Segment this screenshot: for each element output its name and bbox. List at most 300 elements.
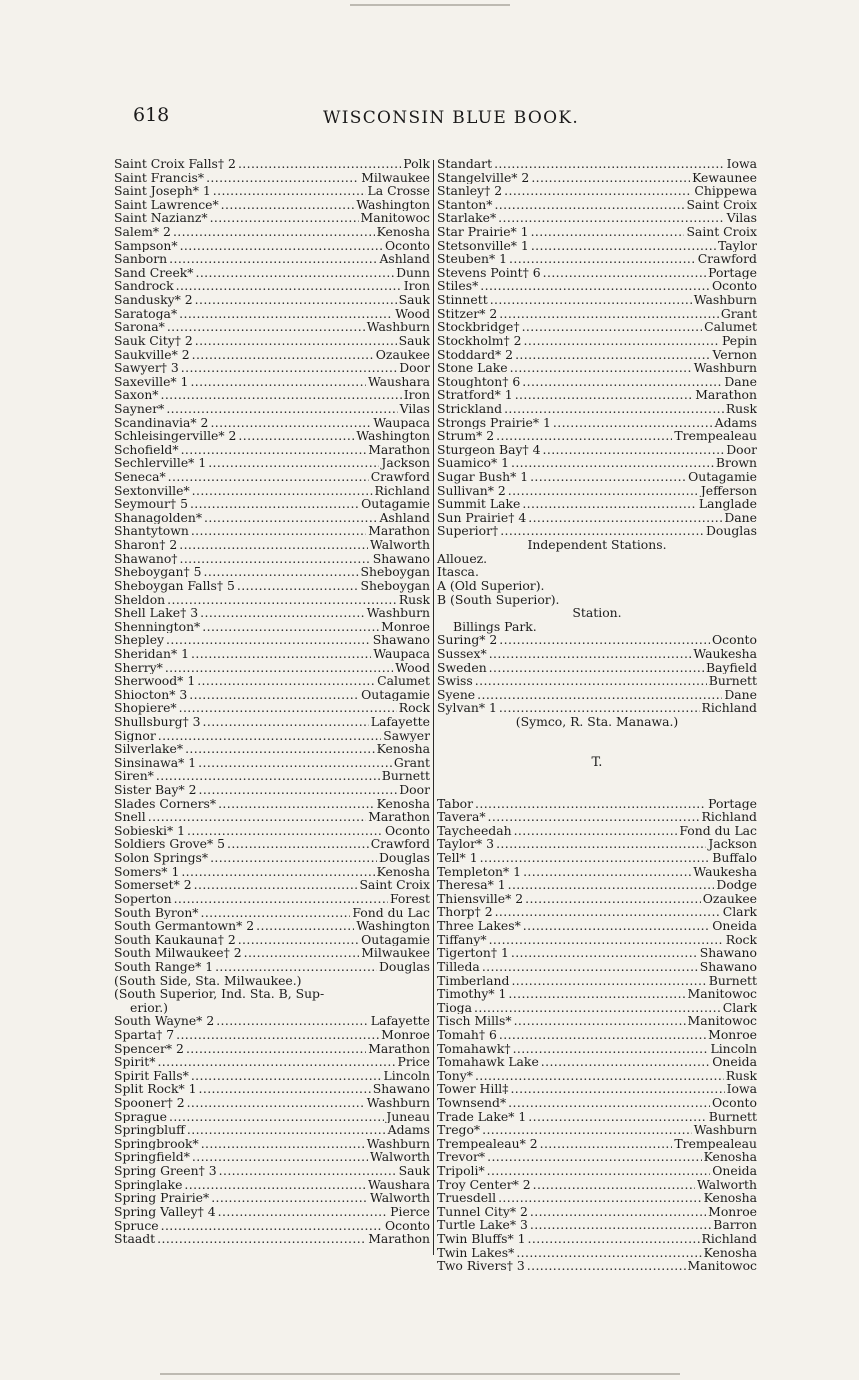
county-name: Washington — [356, 197, 430, 212]
place-entry — [437, 266, 757, 280]
place-name: Tiffany* — [437, 932, 487, 947]
county-name: Manitowoc — [687, 1014, 757, 1028]
note-line: (South Superior, Ind. Sta. B, Sup- — [114, 986, 325, 1002]
place-name: Snell — [114, 810, 146, 824]
place-entry — [114, 279, 430, 293]
dot-leader — [186, 1042, 366, 1056]
place-name: Sandusky* 2 — [114, 293, 193, 307]
county-name: Washburn — [366, 320, 430, 334]
place-entry — [114, 1096, 430, 1110]
dot-leader — [187, 1123, 386, 1137]
county-name: Shawano — [372, 551, 430, 566]
place-name: Sobieski* 1 — [114, 823, 186, 838]
place-entry — [437, 1042, 757, 1056]
place-entry — [114, 1150, 430, 1164]
place-name: Sun Prairie† 4 — [437, 510, 527, 525]
place-name: South Byron* — [114, 905, 199, 920]
dot-leader — [197, 674, 375, 688]
dot-leader — [167, 593, 397, 607]
place-entry — [437, 647, 757, 661]
county-name: Rusk — [398, 592, 430, 607]
place-entry — [114, 293, 430, 307]
county-name: Rusk — [725, 1068, 757, 1083]
place-entry — [114, 620, 430, 634]
place-entry — [437, 388, 757, 402]
dot-leader — [528, 1110, 706, 1124]
dot-leader — [514, 824, 678, 838]
place-entry — [114, 701, 430, 715]
county-name: Monroe — [381, 619, 430, 634]
dot-leader — [474, 1001, 721, 1015]
place-entry — [114, 198, 430, 212]
county-name: Shawano — [699, 946, 757, 960]
place-name: Stangelville* 2 — [437, 170, 530, 185]
dot-leader — [201, 1137, 365, 1151]
county-name: Sauk — [398, 333, 430, 348]
county-name: Iron — [403, 279, 430, 294]
county-name: Vilas — [399, 401, 430, 416]
dot-leader — [488, 810, 700, 824]
scan-artifact-top — [350, 4, 510, 6]
place-entry — [437, 1218, 757, 1232]
place-entry — [114, 647, 430, 661]
place-name: Starlake* — [437, 211, 497, 226]
dot-leader — [509, 252, 696, 266]
dot-leader — [157, 1232, 366, 1246]
place-entry — [114, 1164, 430, 1178]
county-name: Richland — [701, 1232, 757, 1246]
county-name: Price — [397, 1055, 430, 1069]
place-entry — [114, 402, 430, 416]
place-name: Sharon† 2 — [114, 538, 178, 552]
place-name: Springbluff — [114, 1123, 185, 1137]
dot-leader — [181, 361, 397, 375]
place-entry — [437, 837, 757, 851]
place-entry — [437, 1150, 757, 1164]
place-entry — [114, 1042, 430, 1056]
place-entry — [437, 484, 757, 498]
dot-leader — [499, 701, 700, 715]
place-entry — [114, 1069, 430, 1083]
place-entry — [437, 456, 757, 470]
county-name: Outagamie — [361, 687, 430, 702]
dot-leader — [201, 906, 351, 920]
place-name: Timberland — [437, 973, 510, 988]
county-name: Burnett — [708, 973, 757, 988]
place-name: Steuben* 1 — [437, 252, 508, 266]
county-name: Washington — [356, 429, 430, 443]
place-name: Trade Lake* 1 — [437, 1109, 527, 1124]
place-entry — [437, 1259, 757, 1273]
place-name: Tioga — [437, 1000, 473, 1015]
county-name: Burnett — [708, 674, 757, 688]
county-name: Oconto — [385, 238, 430, 253]
place-name: Stetsonville* 1 — [437, 238, 529, 253]
dot-leader — [199, 783, 398, 797]
place-name: Swiss — [437, 674, 473, 688]
county-name: Richland — [701, 701, 757, 715]
county-name: Jackson — [381, 456, 430, 471]
dot-leader — [498, 211, 724, 225]
place-name: Stanley† 2 — [437, 184, 503, 198]
county-name: Lafayette — [370, 1014, 430, 1028]
place-entry — [114, 1110, 430, 1124]
place-name: Tisch Mills* — [437, 1014, 512, 1028]
county-name: Rock — [398, 701, 430, 715]
dot-leader — [238, 429, 354, 443]
county-name: Milwaukee — [361, 946, 430, 960]
place-entry — [114, 674, 430, 688]
place-name: Star Prairie* 1 — [437, 225, 529, 239]
dot-leader — [192, 348, 374, 362]
place-entry — [437, 1123, 757, 1137]
place-name: Sextonville* — [114, 483, 190, 498]
place-entry — [114, 633, 430, 647]
county-name: Trempealeau — [674, 1136, 757, 1151]
place-name: Springfield* — [114, 1150, 190, 1165]
place-entry — [437, 919, 757, 933]
place-name: Templeton* 1 — [437, 864, 522, 879]
place-name: Saint Lawrence* — [114, 197, 219, 212]
place-name: Spring Prairie* — [114, 1191, 210, 1205]
county-name: Sauk — [398, 293, 430, 307]
place-name: Standart — [437, 157, 493, 171]
place-entry — [437, 810, 757, 824]
county-name: Dodge — [716, 878, 757, 892]
place-entry — [437, 443, 757, 457]
place-name: Suring* 2 — [437, 633, 498, 647]
place-entry — [114, 348, 430, 362]
county-name: Walworth — [370, 538, 430, 552]
place-name: Shawano† — [114, 551, 178, 566]
county-name: Sheboygan — [360, 578, 430, 593]
place-name: Sauk City† 2 — [114, 333, 193, 348]
county-name: Pierce — [390, 1204, 430, 1219]
place-name: Shennington* — [114, 619, 201, 634]
dot-leader — [494, 198, 684, 212]
place-entry — [114, 211, 430, 225]
dot-leader — [510, 1082, 724, 1096]
place-name: Saratoga* — [114, 306, 178, 321]
place-name: Springbrook* — [114, 1136, 199, 1151]
dot-leader — [495, 905, 721, 919]
county-name: Portage — [708, 265, 757, 280]
county-name: Ozaukee — [375, 347, 430, 362]
place-name: Twin Lakes* — [437, 1245, 515, 1260]
place-entry — [114, 810, 430, 824]
place-name: Somerset* 2 — [114, 878, 192, 892]
place-name: Siren* — [114, 769, 154, 784]
place-entry — [114, 824, 430, 838]
left-column — [114, 157, 430, 1246]
county-name: Waukesha — [693, 646, 757, 661]
dot-leader — [531, 171, 690, 185]
place-name: Stoddard* 2 — [437, 347, 514, 362]
place-entry — [437, 974, 757, 988]
place-name: Sprague — [114, 1109, 167, 1124]
dot-leader — [211, 1191, 368, 1205]
dot-leader — [173, 225, 375, 239]
dot-leader — [206, 171, 359, 185]
place-entry — [114, 933, 430, 947]
dot-leader — [523, 919, 710, 933]
place-entry — [114, 565, 430, 579]
place-entry — [437, 701, 757, 715]
place-name: Sheboygan Falls† 5 — [114, 578, 235, 593]
place-entry — [114, 1055, 430, 1069]
dot-leader — [194, 878, 358, 892]
place-entry — [437, 946, 757, 960]
dot-leader — [499, 633, 710, 647]
dot-leader — [196, 266, 395, 280]
place-entry — [114, 797, 430, 811]
place-entry — [114, 1178, 430, 1192]
place-name: Shiocton* 3 — [114, 687, 188, 702]
place-name: Sand Creek* — [114, 265, 194, 280]
place-entry — [114, 361, 430, 375]
county-name: Saint Croix — [359, 878, 430, 892]
county-name: Polk — [403, 157, 430, 171]
dot-leader — [204, 511, 377, 525]
dot-leader — [195, 293, 397, 307]
dot-leader — [475, 797, 706, 811]
dot-leader — [524, 334, 720, 348]
dot-leader — [475, 1069, 724, 1083]
note-line: Billings Park. — [453, 618, 537, 634]
county-name: Washburn — [693, 361, 757, 375]
dot-leader — [528, 1232, 700, 1246]
county-name: Washburn — [366, 606, 430, 620]
place-name: Stevens Point† 6 — [437, 265, 541, 280]
place-entry — [437, 1164, 757, 1178]
place-entry — [437, 1028, 757, 1042]
place-entry — [114, 307, 430, 321]
county-name: Ashland — [379, 510, 430, 525]
sub-heading: Station. — [572, 605, 622, 621]
place-name: Slades Corners* — [114, 796, 217, 811]
dot-leader — [204, 565, 359, 579]
dot-leader — [174, 892, 388, 906]
dot-leader — [496, 429, 672, 443]
dot-leader — [528, 511, 722, 525]
place-name: Seymour† 5 — [114, 497, 188, 511]
dot-leader — [208, 456, 379, 470]
place-name: Solon Springs* — [114, 851, 209, 865]
place-name: Superior† — [437, 524, 499, 539]
place-name: Spring Green† 3 — [114, 1164, 217, 1178]
place-name: Sanborn — [114, 252, 168, 266]
note-line: B (South Superior). — [437, 591, 560, 607]
place-name: Stockbridge† — [437, 320, 520, 334]
place-name: Somers* 1 — [114, 864, 180, 879]
place-name: Trempealeau* 2 — [437, 1136, 538, 1151]
county-name: Trempealeau — [674, 429, 757, 443]
dot-leader — [475, 674, 707, 688]
place-name: Taylor* 3 — [437, 837, 495, 852]
dot-leader — [157, 1055, 395, 1069]
county-name: Walworth — [370, 1150, 430, 1165]
county-name: Dane — [724, 374, 757, 389]
county-name: Calumet — [704, 320, 757, 334]
place-name: Sawyer† 3 — [114, 361, 179, 375]
place-entry — [114, 946, 430, 960]
place-name: Sylvan* 1 — [437, 701, 497, 715]
dot-leader — [527, 1259, 686, 1273]
county-name: Kenosha — [703, 1191, 757, 1205]
county-name: Ozaukee — [702, 891, 757, 906]
county-name: Calumet — [377, 674, 430, 688]
place-entry — [114, 1082, 430, 1096]
page-number: 618 — [133, 104, 170, 126]
county-name: Door — [399, 783, 430, 797]
place-name: Syene — [437, 687, 476, 702]
county-name: Jefferson — [700, 483, 757, 498]
place-name: Tomahawk Lake — [437, 1055, 539, 1069]
place-name: Sister Bay* 2 — [114, 783, 197, 797]
dot-leader — [480, 279, 710, 293]
dot-leader — [508, 484, 699, 498]
place-entry — [114, 851, 430, 865]
place-name: Sayner* — [114, 401, 165, 416]
dot-leader — [494, 157, 725, 171]
county-name: Monroe — [381, 1028, 430, 1042]
place-name: Stockholm† 2 — [437, 333, 522, 348]
note-line: Itasca. — [437, 564, 479, 580]
place-entry — [114, 334, 430, 348]
place-name: Sampson* — [114, 238, 178, 253]
place-name: Tomah† 6 — [437, 1027, 497, 1042]
place-entry — [437, 429, 757, 443]
place-entry — [114, 865, 430, 879]
place-entry — [437, 361, 757, 375]
place-entry — [437, 1082, 757, 1096]
place-name: Tavera* — [437, 810, 486, 824]
dot-leader — [169, 252, 377, 266]
place-name: Strum* 2 — [437, 429, 495, 443]
dot-leader — [244, 946, 360, 960]
county-name: Outagamie — [361, 497, 430, 511]
place-entry — [437, 416, 757, 430]
place-name: Twin Bluffs* 1 — [437, 1232, 526, 1246]
place-name: Sherwood* 1 — [114, 674, 196, 688]
county-name: Oconto — [712, 633, 757, 647]
place-name: Stinnett — [437, 293, 488, 307]
running-head-title: WISCONSIN BLUE BOOK. — [323, 108, 580, 128]
place-entry — [437, 307, 757, 321]
dot-leader — [514, 1014, 686, 1028]
place-name: Sussex* — [437, 646, 487, 661]
dot-leader — [166, 633, 371, 647]
place-name: Tabor — [437, 796, 474, 811]
county-name: Dane — [724, 510, 757, 525]
dot-leader — [499, 1028, 706, 1042]
place-entry — [437, 1137, 757, 1151]
dot-leader — [543, 443, 725, 457]
place-entry — [437, 334, 757, 348]
place-entry — [437, 225, 757, 239]
place-entry — [114, 1219, 430, 1233]
county-name: Saint Croix — [686, 197, 757, 212]
county-name: Washington — [356, 919, 430, 933]
dot-leader — [482, 1123, 692, 1137]
dot-leader — [156, 769, 380, 783]
place-name: Stiles* — [437, 279, 479, 294]
place-name: Saukville* 2 — [114, 347, 190, 362]
place-entry — [437, 878, 757, 892]
county-name: Adams — [714, 415, 757, 430]
dot-leader — [210, 211, 359, 225]
place-name: Tripoli* — [437, 1164, 485, 1178]
place-entry — [437, 797, 757, 811]
place-name: Townsend* — [437, 1096, 507, 1110]
place-entry — [437, 865, 757, 879]
county-name: Monroe — [708, 1027, 757, 1042]
county-name: Portage — [708, 796, 757, 811]
place-entry — [437, 661, 757, 675]
county-name: La Crosse — [367, 184, 430, 198]
county-name: Door — [399, 361, 430, 375]
county-name: Iron — [403, 388, 430, 402]
place-name: Summit Lake — [437, 497, 521, 511]
place-entry — [114, 511, 430, 525]
county-name: Marathon — [368, 1232, 430, 1246]
dot-leader — [167, 320, 365, 334]
county-name: Waushara — [367, 374, 430, 389]
place-entry — [114, 1205, 430, 1219]
place-entry — [437, 1110, 757, 1124]
dot-leader — [165, 661, 393, 675]
dot-leader — [191, 1069, 382, 1083]
county-name: Vernon — [712, 347, 757, 362]
place-name: Sweden — [437, 660, 487, 675]
county-name: Buffalo — [712, 851, 757, 865]
place-entry — [437, 1232, 757, 1246]
dot-leader — [184, 1178, 366, 1192]
dot-leader — [498, 1191, 702, 1205]
place-entry — [114, 416, 430, 430]
dot-leader — [215, 960, 377, 974]
place-name: Saint Nazianz* — [114, 211, 208, 226]
dot-leader — [489, 647, 692, 661]
county-name: Pepin — [722, 333, 757, 348]
dot-leader — [490, 293, 692, 307]
place-entry — [114, 892, 430, 906]
place-entry — [437, 892, 757, 906]
place-name: South Germantown* 2 — [114, 919, 255, 933]
place-name: Strickland — [437, 401, 503, 416]
place-entry — [114, 225, 430, 239]
place-name: Trego* — [437, 1123, 481, 1137]
county-name: Oconto — [385, 823, 430, 838]
dot-leader — [530, 1205, 706, 1219]
dot-leader — [489, 661, 704, 675]
county-name: Kenosha — [376, 864, 430, 879]
place-name: Saxon* — [114, 388, 159, 402]
dot-leader — [530, 470, 686, 484]
place-entry — [114, 661, 430, 675]
place-name: Spirit* — [114, 1055, 156, 1069]
dot-leader — [199, 1082, 371, 1096]
dot-leader — [192, 484, 373, 498]
dot-leader — [181, 865, 374, 879]
county-name: Marathon — [368, 810, 430, 824]
place-entry — [437, 1055, 757, 1069]
place-entry — [437, 320, 757, 334]
county-name: Marathon — [368, 524, 430, 539]
place-entry — [114, 388, 430, 402]
county-name: Shawano — [372, 633, 430, 647]
county-name: Washburn — [693, 1123, 757, 1137]
